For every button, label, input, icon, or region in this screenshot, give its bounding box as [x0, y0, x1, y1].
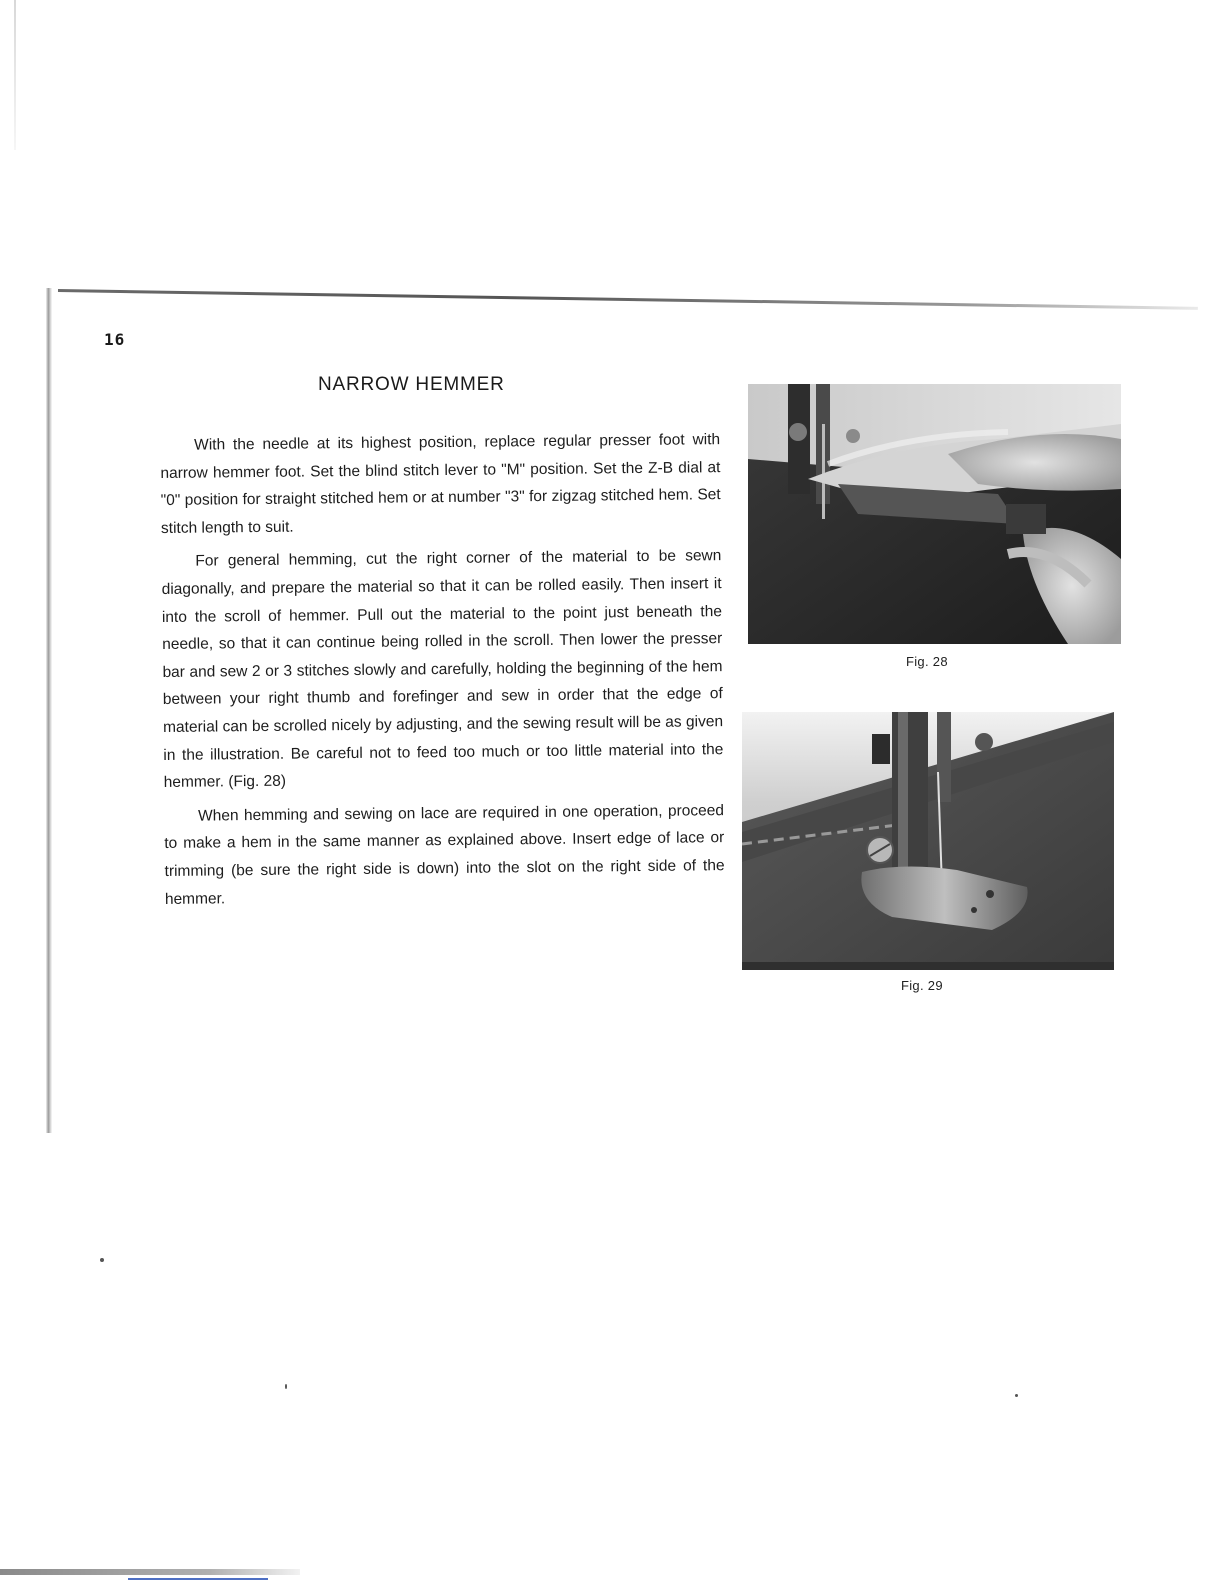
page-number: 16 — [104, 330, 126, 349]
figure-28-caption: Fig. 28 — [906, 654, 948, 669]
scan-edge-left — [46, 288, 52, 1133]
figure-29-caption: Fig. 29 — [901, 978, 943, 993]
scan-speck — [1015, 1394, 1018, 1397]
scan-speck — [100, 1258, 104, 1262]
scan-speck — [285, 1384, 287, 1389]
paragraph-2: For general hemming, cut the right corner of the material to be sewn diagonally, and prepare the material so that it can be rolled easily. Then insert it into the scroll of hemmer. Pull out the material to the point just beneath the needle, so that it can continue being rolled in the scroll. Then lower the presser bar and sew 2 or 3 stitches slowly and carefully, holding the beginning of the hem between your right thumb and forefinger and sew in order that the edge of material can be scrolled nicely by adjusting, and the sewing result will be as given in the illustration. Be careful not to feed too much or too little material into the hemmer. (Fig. 28) — [161, 547, 724, 792]
body-text — [160, 426, 725, 919]
bottom-rule-accent — [128, 1578, 268, 1580]
top-rule — [58, 289, 1198, 310]
bottom-rule — [0, 1569, 300, 1575]
scan-edge-top — [14, 0, 16, 150]
paragraph-1: With the needle at its highest position, replace regular presser foot with narrow hemmer foot. Set the blind stitch lever to "M" position. Set the Z-B dial at "0" position for straight stitched hem or at number "3" for zigzag stitched hem. Set stitch length to suit. — [160, 431, 721, 537]
paragraph-3: When hemming and sewing on lace are required in one operation, proceed to make a hem in the same manner as explained above. Insert edge of lace or trimming (be sure the right side is down) into the slot on the right side of the hemmer. — [164, 801, 725, 908]
figure-29-photo — [742, 712, 1114, 970]
figure-28-photo — [748, 384, 1121, 644]
section-heading: NARROW HEMMER — [318, 374, 505, 395]
